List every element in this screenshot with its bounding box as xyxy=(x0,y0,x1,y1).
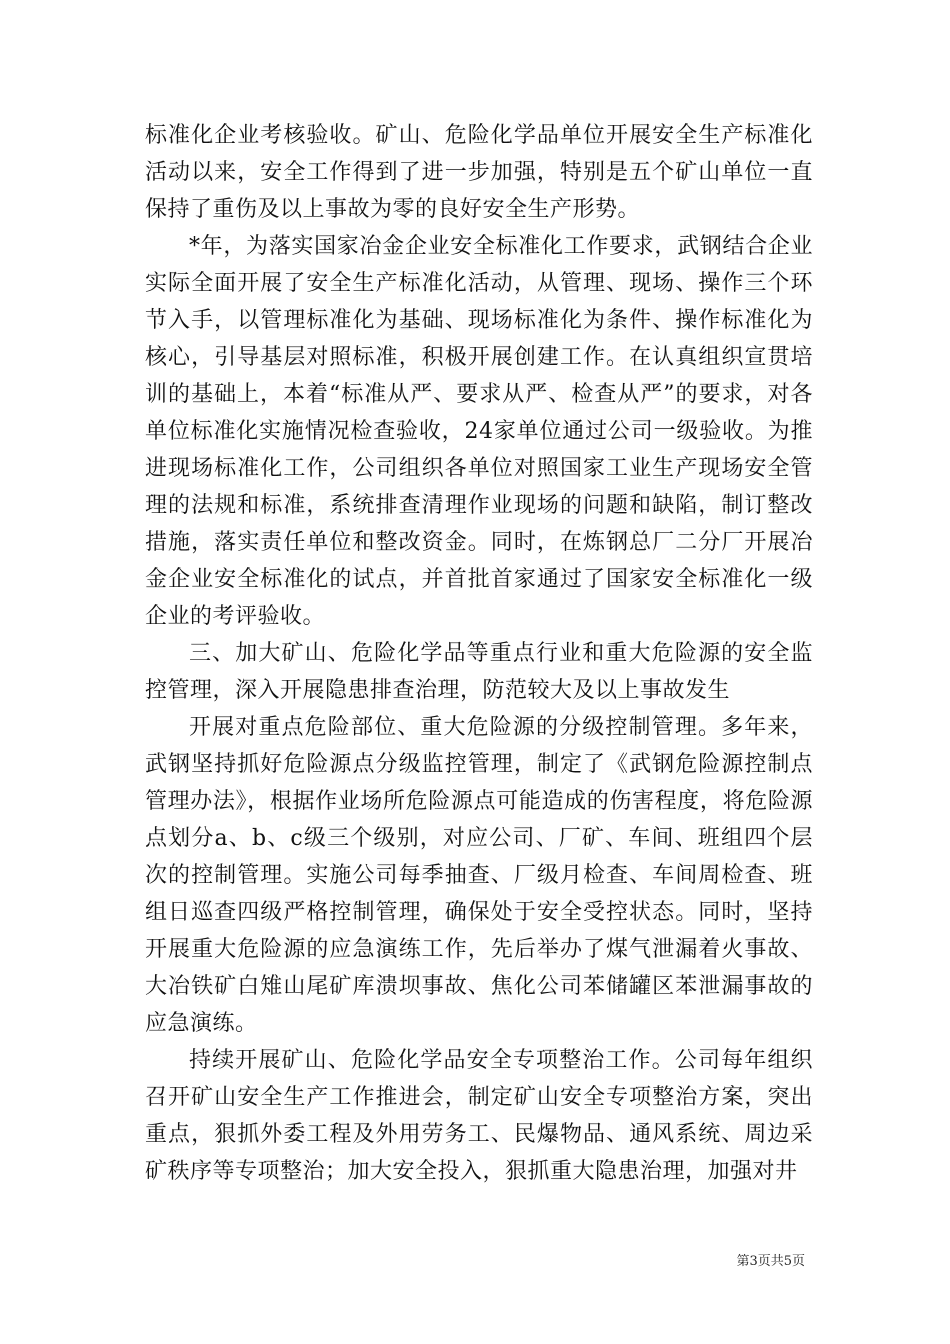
document-body xyxy=(145,117,813,1190)
section-heading-3: 三、加大矿山、危险化学品等重点行业和重大危险源的安全监控管理，深入开展隐患排查治理，防范较大及以上事故发生 xyxy=(145,641,813,703)
paragraph-special-rectification: 持续开展矿山、危险化学品安全专项整治工作。公司每年组织召开矿山安全生产工作推进会，制定矿山安全专项整治方案，突出重点，狠抓外委工程及外用劳务工、民爆物品、通风系统、周边采矿秩序等专项整治；加大安全投入，狠抓重大隐患治理，加强对井 xyxy=(145,1048,813,1184)
page-number-footer: 第3页共5页 xyxy=(736,1254,805,1269)
paragraph-hazard-control: 开展对重点危险部位、重大危险源的分级控制管理。多年来，武钢坚持抓好危险源点分级监控管理，制定了《武钢危险源控制点管理办法》，根据作业场所危险源点可能造成的伤害程度，将危险源点划分a、b、c级三个级别，对应公司、厂矿、车间、班组四个层次的控制管理。实施公司每季抽查、厂级月检查、车间周检查、班组日巡查四级严格控制管理，确保处于安全受控状态。同时，坚持开展重大危险源的应急演练工作，先后举办了煤气泄漏着火事故、大冶铁矿白雉山尾矿库溃坝事故、焦化公司苯储罐区苯泄漏事故的应急演练。 xyxy=(145,715,813,1036)
paragraph-standardization: *年，为落实国家冶金企业安全标准化工作要求，武钢结合企业实际全面开展了安全生产标准化活动，从管理、现场、操作三个环节入手，以管理标准化为基础、现场标准化为条件、操作标准化为核心，引导基层对照标准，积极开展创建工作。在认真组织宣贯培训的基础上，本着“标准从严、要求从严、检查从严”的要求，对各单位标准化实施情况检查验收，24家单位通过公司一级验收。为推进现场标准化工作，公司组织各单位对照国家工业生产现场安全管理的法规和标准，系统排查清理作业现场的问题和缺陷，制订整改措施，落实责任单位和整改资金。同时，在炼钢总厂二分厂开展冶金企业安全标准化的试点，并首批首家通过了国家安全标准化一级企业的考评验收。 xyxy=(145,234,813,629)
paragraph-continuation: 标准化企业考核验收。矿山、危险化学品单位开展安全生产标准化活动以来，安全工作得到了进一步加强，特别是五个矿山单位一直保持了重伤及以上事故为零的良好安全生产形势。 xyxy=(145,123,813,222)
